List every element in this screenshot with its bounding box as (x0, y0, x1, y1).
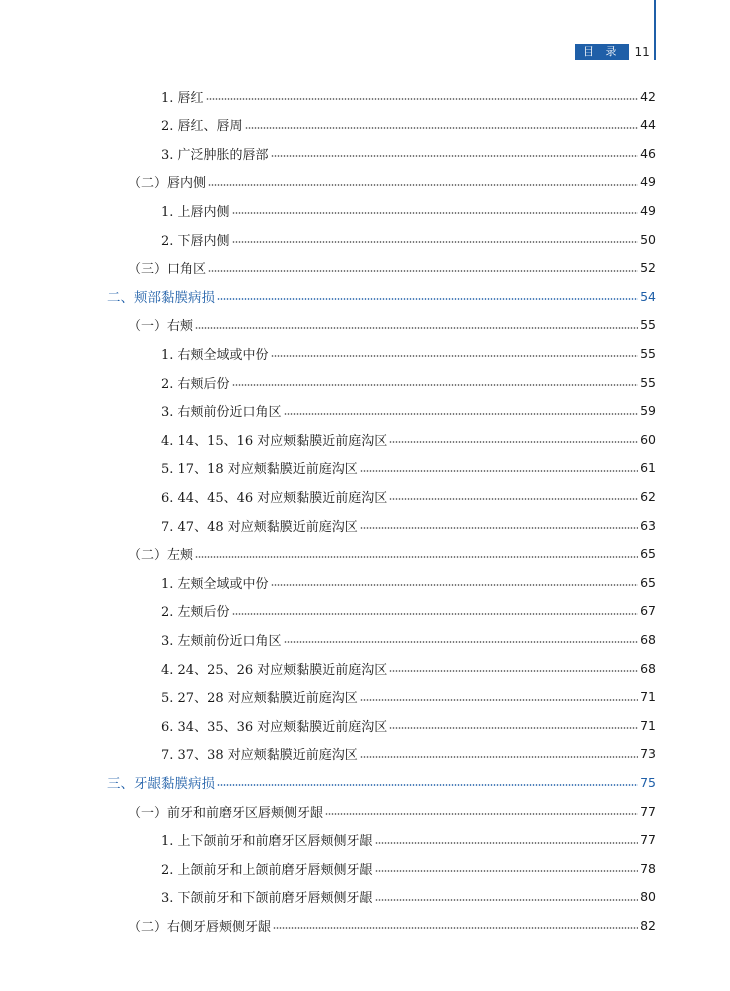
toc-entry[interactable] (161, 654, 656, 682)
toc-entry-title: 6. 44、45、46 对应颊黏膜近前庭沟区 (161, 490, 388, 506)
toc-entry[interactable] (107, 282, 656, 310)
toc-entry-page: 80 (640, 889, 656, 905)
toc-entry-title: 2. 唇红、唇周 (161, 119, 243, 135)
dot-leader (273, 927, 638, 930)
dot-leader (360, 698, 638, 701)
toc-entry-page: 59 (640, 403, 656, 419)
toc-entry[interactable] (161, 883, 656, 911)
dot-leader (271, 355, 639, 358)
toc-entry-page: 52 (640, 260, 656, 276)
toc-entry[interactable] (107, 768, 656, 796)
toc-entry[interactable] (161, 625, 656, 653)
dot-leader (232, 212, 639, 215)
dot-leader (375, 870, 639, 873)
toc-entry-page: 55 (640, 317, 656, 333)
dot-leader (271, 584, 639, 587)
toc-entry-title: 1. 唇红 (161, 90, 204, 106)
toc-entry-page: 62 (640, 488, 656, 504)
toc-entry-page: 65 (640, 574, 656, 590)
dot-leader (195, 326, 638, 329)
toc-entry-title: 6. 34、35、36 对应颊黏膜近前庭沟区 (161, 719, 388, 735)
toc-entry-title: 2. 左颊后份 (161, 605, 230, 621)
toc-entry-title: 二、颊部黏膜病损 (107, 290, 215, 307)
dot-leader (389, 441, 638, 444)
toc-entry[interactable] (161, 139, 656, 167)
toc-entry-page: 71 (640, 689, 656, 705)
toc-entry[interactable] (128, 254, 656, 282)
toc-entry-title: 2. 上颌前牙和上颌前磨牙唇颊侧牙龈 (161, 862, 373, 878)
toc-entry[interactable] (161, 368, 656, 396)
dot-leader (232, 241, 639, 244)
toc-entry[interactable] (161, 225, 656, 253)
toc-entry[interactable] (161, 196, 656, 224)
toc-entry[interactable] (128, 797, 656, 825)
dot-leader (208, 269, 638, 272)
toc-entry[interactable] (161, 82, 656, 110)
toc-entry-page: 65 (640, 546, 656, 562)
toc-entry-page: 75 (640, 774, 656, 790)
toc-entry-page: 68 (640, 631, 656, 647)
dot-leader (389, 670, 638, 673)
toc-entry-page: 73 (640, 746, 656, 762)
toc-entry-page: 71 (640, 717, 656, 733)
toc-entry-page: 44 (640, 117, 656, 133)
dot-leader (284, 412, 639, 415)
toc-entry-page: 42 (640, 88, 656, 104)
toc-entry[interactable] (161, 711, 656, 739)
toc-entry-title: （一）前牙和前磨牙区唇颊侧牙龈 (128, 805, 324, 821)
toc-entry[interactable] (161, 482, 656, 510)
toc-entry-page: 77 (640, 832, 656, 848)
toc-entry[interactable] (161, 597, 656, 625)
toc-entry-title: 1. 左颊全域或中份 (161, 576, 269, 592)
toc-entry[interactable] (128, 168, 656, 196)
dot-leader (195, 555, 638, 558)
toc-entry-page: 63 (640, 517, 656, 533)
dot-leader (389, 498, 638, 501)
dot-leader (245, 126, 639, 129)
dot-leader (208, 183, 638, 186)
toc-entry-title: 7. 37、38 对应颊黏膜近前庭沟区 (161, 748, 358, 764)
header-section-label: 目 录 (575, 44, 629, 60)
toc-entry-title: 2. 下唇内侧 (161, 233, 230, 249)
toc-entry-page: 68 (640, 660, 656, 676)
dot-leader (217, 298, 638, 301)
toc-entry[interactable] (161, 683, 656, 711)
dot-leader (232, 384, 639, 387)
dot-leader (271, 155, 639, 158)
toc-entry-page: 46 (640, 145, 656, 161)
toc-entry[interactable] (161, 454, 656, 482)
toc-entry-title: （二）唇内侧 (128, 176, 207, 192)
toc-entry[interactable] (161, 111, 656, 139)
toc-entry[interactable] (128, 911, 656, 939)
toc-entry[interactable] (161, 339, 656, 367)
toc-entry[interactable] (161, 826, 656, 854)
toc-entry-page: 67 (640, 603, 656, 619)
toc-entry-title: 5. 27、28 对应颊黏膜近前庭沟区 (161, 691, 358, 707)
toc-entry-page: 82 (640, 917, 656, 933)
dot-leader (375, 841, 639, 844)
dot-leader (375, 898, 639, 901)
dot-leader (284, 641, 639, 644)
toc-entry-page: 60 (640, 431, 656, 447)
toc-entry[interactable] (128, 311, 656, 339)
toc-entry-page: 49 (640, 174, 656, 190)
toc-entry-title: 三、牙龈黏膜病损 (107, 776, 215, 793)
toc-entry-title: （二）右侧牙唇颊侧牙龈 (128, 919, 272, 935)
toc-entry-page: 61 (640, 460, 656, 476)
toc-entry[interactable] (161, 568, 656, 596)
toc-entry-page: 54 (640, 288, 656, 304)
toc-entry-title: 1. 上下颌前牙和前磨牙区唇颊侧牙龈 (161, 834, 373, 850)
toc-entry-title: （二）左颊 (128, 548, 194, 564)
toc-entry-page: 49 (640, 202, 656, 218)
toc-entry-page: 55 (640, 374, 656, 390)
toc-entry[interactable] (161, 740, 656, 768)
dot-leader (206, 98, 639, 101)
toc-entry-title: 1. 右颊全域或中份 (161, 347, 269, 363)
toc-entry-title: 3. 下颌前牙和下颌前磨牙唇颊侧牙龈 (161, 891, 373, 907)
toc-entry-title: 2. 右颊后份 (161, 376, 230, 392)
toc-entry-page: 78 (640, 860, 656, 876)
toc-entry[interactable] (161, 425, 656, 453)
toc-entry-title: 3. 右颊前份近口角区 (161, 405, 282, 421)
dot-leader (360, 755, 638, 758)
header-rule (654, 0, 656, 60)
dot-leader (360, 469, 638, 472)
toc-entry-page: 77 (640, 803, 656, 819)
toc-entry-title: 4. 24、25、26 对应颊黏膜近前庭沟区 (161, 662, 388, 678)
dot-leader (389, 727, 638, 730)
toc-entry-title: （一）右颊 (128, 319, 194, 335)
toc-entry-title: 3. 广泛肿胀的唇部 (161, 147, 269, 163)
dot-leader (232, 612, 639, 615)
running-header (575, 44, 650, 60)
dot-leader (217, 784, 638, 787)
toc-entry-title: 7. 47、48 对应颊黏膜近前庭沟区 (161, 519, 358, 535)
toc-entry[interactable] (161, 854, 656, 882)
dot-leader (325, 813, 638, 816)
toc-entry-title: 4. 14、15、16 对应颊黏膜近前庭沟区 (161, 433, 388, 449)
toc-entry[interactable] (128, 540, 656, 568)
toc-entry-title: 1. 上唇内侧 (161, 204, 230, 220)
toc-entry[interactable] (161, 511, 656, 539)
toc-entry-page: 50 (640, 231, 656, 247)
toc-entry-page: 55 (640, 345, 656, 361)
toc-entry-title: 3. 左颊前份近口角区 (161, 633, 282, 649)
toc-entry-title: （三）口角区 (128, 262, 207, 278)
header-page-number: 11 (634, 45, 650, 59)
dot-leader (360, 527, 638, 530)
toc-entry-title: 5. 17、18 对应颊黏膜近前庭沟区 (161, 462, 358, 478)
toc-entry[interactable] (161, 397, 656, 425)
